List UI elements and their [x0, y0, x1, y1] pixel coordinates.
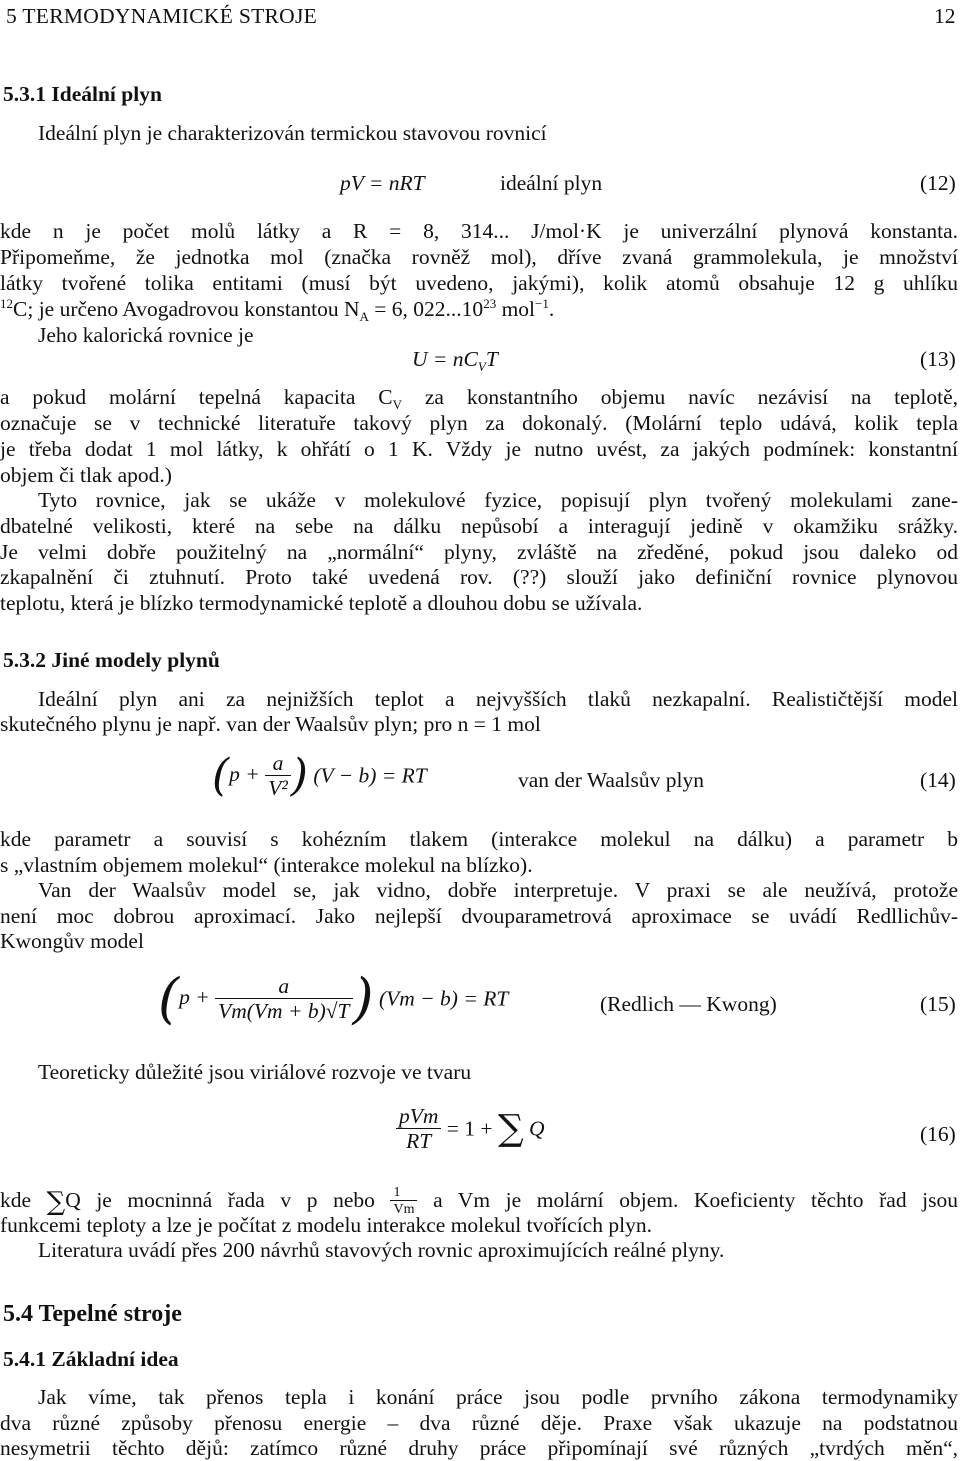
- fraction-numerator: a: [278, 974, 290, 998]
- avogadro-unit: mol: [496, 297, 536, 321]
- equation-15: [158, 967, 509, 1030]
- paragraph-line: s „vlastním objemem molekul“ (interakce molekul na blízko).: [0, 853, 533, 877]
- section-heading-54: 5.4 Tepelné stroje: [3, 1301, 182, 1327]
- equation-15-rest: (Vm − b) = RT: [378, 986, 509, 1011]
- equation-14-number: (14): [920, 768, 956, 792]
- fraction-numerator: 1: [393, 1185, 401, 1200]
- paragraph-line: Je velmi dobře použitelný na „normální“ plyny, zvláště na zředěné, pokud jsou daleko od: [0, 540, 958, 564]
- fraction-numerator: pVm: [399, 1104, 439, 1128]
- paragraph-line-heat-capacity: [0, 385, 958, 412]
- avogadro-value: = 6, 022...10: [368, 297, 484, 321]
- paragraph-line: Kwongův model: [0, 929, 144, 953]
- equation-14-label: van der Waalsův plyn: [518, 768, 704, 792]
- sum-symbol: ∑: [497, 1108, 524, 1149]
- fraction-denominator: Vm: [390, 1200, 417, 1217]
- avogadro-text: C; je určeno Avogadrovou konstantou N: [13, 297, 360, 321]
- paragraph-line: Jak víme, tak přenos tepla i konání práce jsou podle prvního zákona termodynamiky: [38, 1385, 958, 1409]
- equation-16-number: (16): [920, 1122, 956, 1146]
- equation-13: [412, 347, 498, 374]
- paren-open: (: [212, 750, 230, 801]
- equation-15-label: (Redlich — Kwong): [600, 992, 777, 1016]
- heat-capacity-rest: za konstantního objemu navíc nezávisí na teplotě,: [402, 385, 958, 409]
- paragraph-line: skutečného plynu je např. van der Waalsův plyn; pro n = 1 mol: [0, 712, 541, 736]
- paragraph-line: Van der Waalsův model se, jak vidno, dobře interpretuje. V praxi se ale neužívá, protože: [38, 878, 958, 902]
- paragraph-line: Tyto rovnice, jak se ukáže v molekulové fyzice, popisují plyn tvořený molekulami zane-: [38, 488, 958, 512]
- sum-symbol: ∑: [46, 1187, 66, 1217]
- paragraph-line: objem či tlak apod.): [0, 463, 172, 487]
- paragraph-line: je třeba dodat 1 mol látky, k ohřátí o 1 K. Vždy je nutno uvést, za jakých podmínek: konstantní: [0, 437, 958, 461]
- paragraph-line-avogadro: [0, 296, 555, 324]
- section-heading-541: 5.4.1 Základní idea: [3, 1347, 179, 1371]
- paragraph-line: dbatelné velikosti, které na sebe na dálku nepůsobí a interagují jedině v okamžiku srážky.: [0, 514, 958, 538]
- paragraph-line: označuje se v technické literatuře takový plyn za dokonalý. (Molární teplo udává, kolik tepla: [0, 411, 958, 435]
- section-heading-531: 5.3.1 Ideální plyn: [3, 82, 162, 106]
- paragraph-line: Ideální plyn ani za nejnižších teplot a nejvyšších tlaků nezkapalní. Realističtější model: [38, 687, 958, 711]
- paren-open: (: [158, 967, 180, 1030]
- paragraph-line: Jeho kalorická rovnice je: [38, 323, 254, 347]
- equation-15-number: (15): [920, 992, 956, 1016]
- equation-16-q: Q: [529, 1116, 545, 1141]
- paren-close: ): [290, 750, 308, 801]
- paragraph-line: Připomeňme, že jednotka mol (značka rovněž mol), dříve zvaná grammolekula, je množství: [0, 245, 958, 269]
- avogadro-subscript: A: [359, 309, 369, 324]
- avogadro-unit-exponent: −1: [535, 296, 549, 311]
- paragraph-line: Literatura uvádí přes 200 návrhů stavových rovnic aproximujících reálné plyny.: [38, 1238, 725, 1262]
- paragraph-line: teplotu, která je blízko termodynamické teplotě a dlouhou dobu se užívala.: [0, 591, 643, 615]
- fraction-denominator: V²: [265, 775, 291, 800]
- equation-14-fraction: [265, 753, 291, 799]
- avogadro-exponent: 23: [483, 296, 497, 311]
- power-series-kde: kde: [0, 1188, 32, 1212]
- equation-13-number: (13): [920, 347, 956, 371]
- paren-close: ): [352, 967, 374, 1030]
- paragraph-line: funkcemi teploty a lze je počítat z modelu interakce molekul tvořících plyn.: [0, 1213, 652, 1237]
- avogadro-end: .: [548, 297, 555, 321]
- power-series-text: Q je mocninná řada v p nebo: [65, 1188, 375, 1212]
- paragraph-line: nesymetrii těchto dějů: zatímco různé druhy práce připomínají své různých „tvrdých měn“,: [0, 1436, 958, 1460]
- page-number: 12: [934, 4, 956, 28]
- equation-13-subscript: V: [477, 359, 486, 374]
- equation-12-label: ideální plyn: [500, 171, 603, 195]
- power-series-rest: a Vm je molární objem. Koeficienty těchto řad jsou: [433, 1188, 959, 1212]
- paragraph-line: kde n je počet molů látky a R = 8, 314... J/mol·K je univerzální plynová konstanta.: [0, 219, 958, 243]
- equation-12-number: (12): [920, 171, 956, 195]
- paragraph-line: zkapalnění či ztuhnutí. Proto také uvedená rov. (??) slouží jako definiční rovnice plynovou: [0, 565, 958, 589]
- paragraph-line: není moc dobrou aproximací. Jako nejlepší dvouparametrová aproximace se uvádí Redllichův-: [0, 904, 958, 928]
- fraction-numerator: a: [272, 751, 284, 775]
- equation-15-p: p +: [179, 984, 210, 1009]
- fraction-denominator: RT: [396, 1128, 441, 1153]
- section-heading-532: 5.3.2 Jiné modely plynů: [3, 648, 220, 672]
- equation-14: [212, 750, 427, 801]
- equation-14-p: p +: [229, 761, 260, 786]
- running-header: 5 TERMODYNAMICKÉ STROJE: [6, 4, 318, 28]
- paragraph-line: dva různé způsoby přenosu energie – dva různé děje. Praxe však ukazuje na podstatnou: [0, 1411, 958, 1435]
- equation-12: [340, 173, 425, 195]
- equation-14-rest: (V − b) = RT: [313, 763, 427, 788]
- isotope-superscript: 12: [0, 296, 13, 311]
- equation-15-fraction: [215, 976, 352, 1022]
- paragraph-line: kde parametr a souvisí s kohézním tlakem (interakce molekul na dálku) a parametr b: [0, 827, 958, 851]
- fraction-denominator: Vm(Vm + b)√T: [215, 998, 352, 1023]
- equation-16-rest: = 1 +: [446, 1116, 493, 1141]
- paragraph-line: látky tvořené tolika entitami (musí být uvedeno, jakými), kolik atomů obsahuje 12 g uhlíku: [0, 271, 958, 295]
- heat-capacity-subscript: V: [392, 397, 402, 412]
- equation-13-end: T: [485, 347, 498, 371]
- paragraph-intro: Ideální plyn je charakterizován termickou stavovou rovnicí: [38, 121, 547, 145]
- heat-capacity-text: a pokud molární tepelná kapacita C: [0, 385, 393, 409]
- equation-16: [396, 1106, 545, 1152]
- equation-16-fraction: [396, 1106, 441, 1152]
- paragraph-line: Teoreticky důležité jsou viriálové rozvoje ve tvaru: [38, 1060, 472, 1084]
- equation-12-formula: pV = nRT: [340, 171, 425, 195]
- equation-13-formula: U = nC: [412, 347, 478, 371]
